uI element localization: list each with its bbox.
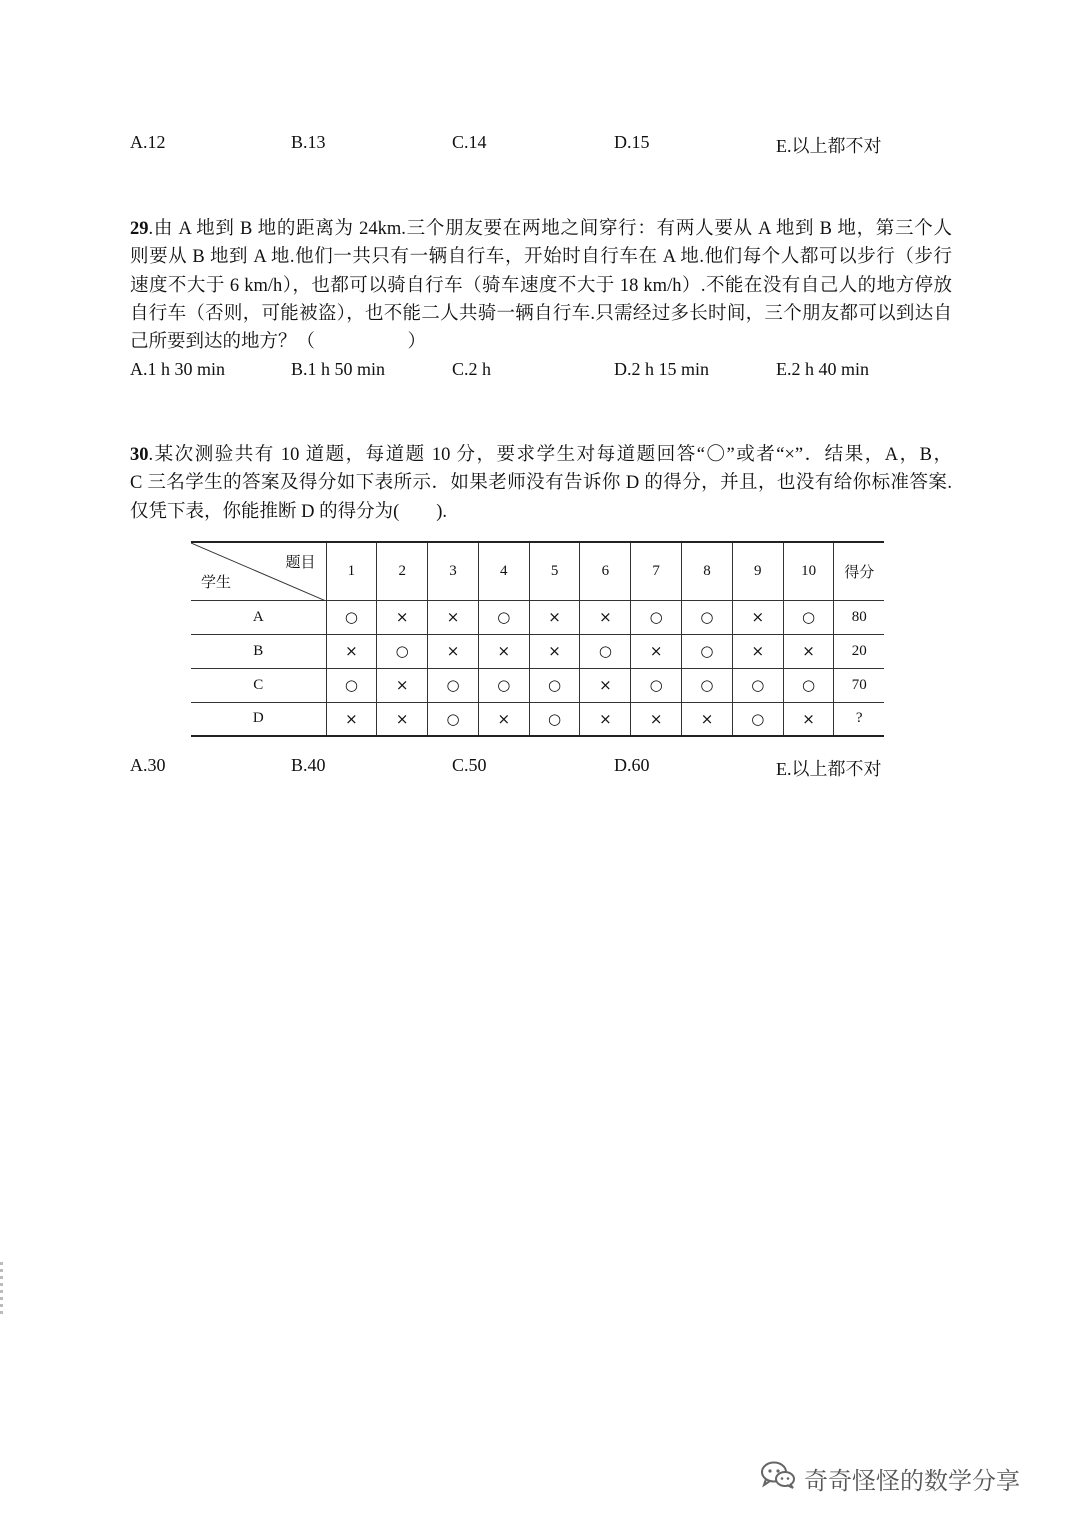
column-header: 2 [377,542,428,600]
student-name: B [191,634,326,668]
q28-option-a: A.12 [130,132,166,152]
column-header: 6 [580,542,631,600]
answer-cell: ○ [580,634,631,668]
table-row [191,600,884,634]
answer-cell: × [529,634,580,668]
answer-cell: × [326,702,377,736]
answer-cell: ○ [377,634,428,668]
corner-label-question: 题目 [285,555,316,571]
question-29-line-5: 己所要到达的地方？（ ） [130,332,427,353]
answer-cell: × [580,668,631,702]
answer-cell: × [478,634,529,668]
answer-cell: × [428,634,479,668]
question-30 [130,441,952,526]
score-header: 得分 [834,542,884,600]
answer-cell: × [732,634,783,668]
q28-options [130,132,950,158]
column-header: 5 [529,542,580,600]
question-29-number: 29 [130,219,149,239]
q28-option-c: C.14 [452,132,487,152]
question-30-line-3: 仅凭下表，你能推断 D 的得分为( ). [130,501,448,522]
answer-cell: ○ [783,600,834,634]
answer-cell: × [326,634,377,668]
answer-cell: ○ [428,702,479,736]
answer-cell: ○ [631,600,682,634]
column-header: 9 [732,542,783,600]
q30-option-c: C.50 [452,755,487,775]
watermark-text: 奇奇怪怪的数学分享 [804,1466,1020,1495]
question-29-line-1 [130,215,952,243]
q29-option-e: E.2 h 40 min [776,359,869,379]
answer-cell: × [580,702,631,736]
answer-cell: ○ [478,668,529,702]
answer-cell: ○ [732,702,783,736]
answer-cell: ○ [428,668,479,702]
answer-cell: × [783,634,834,668]
answer-cell: ○ [529,668,580,702]
answer-cell: ○ [326,600,377,634]
question-29-line-4: 自行车（否则，可能被盗），也不能二人共骑一辆自行车.只需经过多长时间，三个朋友都可以到达自 [130,303,952,324]
score-cell: 70 [834,668,884,702]
q28-option-b: B.13 [291,132,326,152]
q29-option-d: D.2 h 15 min [614,359,710,379]
column-header: 7 [631,542,682,600]
student-name: D [191,702,326,736]
answer-cell: ○ [682,600,733,634]
corner-label-student: 学生 [201,574,232,591]
question-29-text-1: .由 A 地到 B 地的距离为 24km.三个朋友要在两地之间穿行：有两人要从 A 地到 B 地，第三个人 [148,219,952,239]
column-header: 3 [428,542,479,600]
answer-cell: ○ [631,668,682,702]
question-30-text-1: .某次测验共有 10 道题，每道题 10 分，要求学生对每道题回答“〇”或者“×”．结果，A，B， [148,445,952,465]
table-header-row [191,542,884,600]
answer-cell: × [631,634,682,668]
answer-cell: ○ [326,668,377,702]
q30-option-b: B.40 [291,755,326,775]
question-30-line-2: C 三名学生的答案及得分如下表所示．如果老师没有告诉你 D 的得分，并且，也没有给你标准答案. [130,473,952,494]
answer-cell: × [631,702,682,736]
q30-options [130,755,950,781]
answer-cell: × [732,600,783,634]
answer-cell: ○ [529,702,580,736]
watermark [760,1458,1020,1498]
answer-cell: ○ [783,668,834,702]
q29-option-a: A.1 h 30 min [130,359,226,379]
q28-option-d: D.15 [614,132,650,152]
table-row [191,702,884,736]
question-30-line-1 [130,441,952,469]
q28-option-e: E.以上都不对 [776,136,882,156]
answer-cell: × [478,702,529,736]
score-cell: 20 [834,634,884,668]
q29-option-b: B.1 h 50 min [291,359,386,379]
answer-cell: ○ [682,634,733,668]
answer-cell: × [428,600,479,634]
question-29-line-3: 速度不大于 6 km/h），也都可以骑自行车（骑车速度不大于 18 km/h）.不能在没有自己人的地方停放 [130,275,952,296]
answer-cell: × [529,600,580,634]
answer-cell: × [377,702,428,736]
q29-options [130,359,950,385]
student-name: A [191,600,326,634]
column-header: 4 [478,542,529,600]
q30-option-a: A.30 [130,755,166,775]
answer-cell: × [682,702,733,736]
q30-option-d: D.60 [614,755,650,775]
answer-cell: × [783,702,834,736]
column-header: 10 [783,542,834,600]
question-29-line-2: 则要从 B 地到 A 地.他们一共只有一辆自行车，开始时自行车在 A 地.他们每个人都可以步行（步行 [130,247,952,268]
q30-option-e: E.以上都不对 [776,759,882,779]
answer-cell: ○ [732,668,783,702]
q29-option-c: C.2 h [452,359,492,379]
table-row [191,668,884,702]
student-name: C [191,668,326,702]
answer-cell: ○ [682,668,733,702]
wechat-icon [760,1460,796,1496]
answers-table [191,541,884,737]
question-29 [130,215,952,356]
answer-cell: ○ [478,600,529,634]
answer-cell: × [580,600,631,634]
score-cell: ? [834,702,884,736]
score-cell: 80 [834,600,884,634]
answer-cell: × [377,600,428,634]
question-30-number: 30 [130,445,149,465]
table-corner-cell [191,542,326,600]
column-header: 1 [326,542,377,600]
scan-edge-marks [0,1262,3,1314]
answer-cell: × [377,668,428,702]
column-header: 8 [682,542,733,600]
table-row [191,634,884,668]
